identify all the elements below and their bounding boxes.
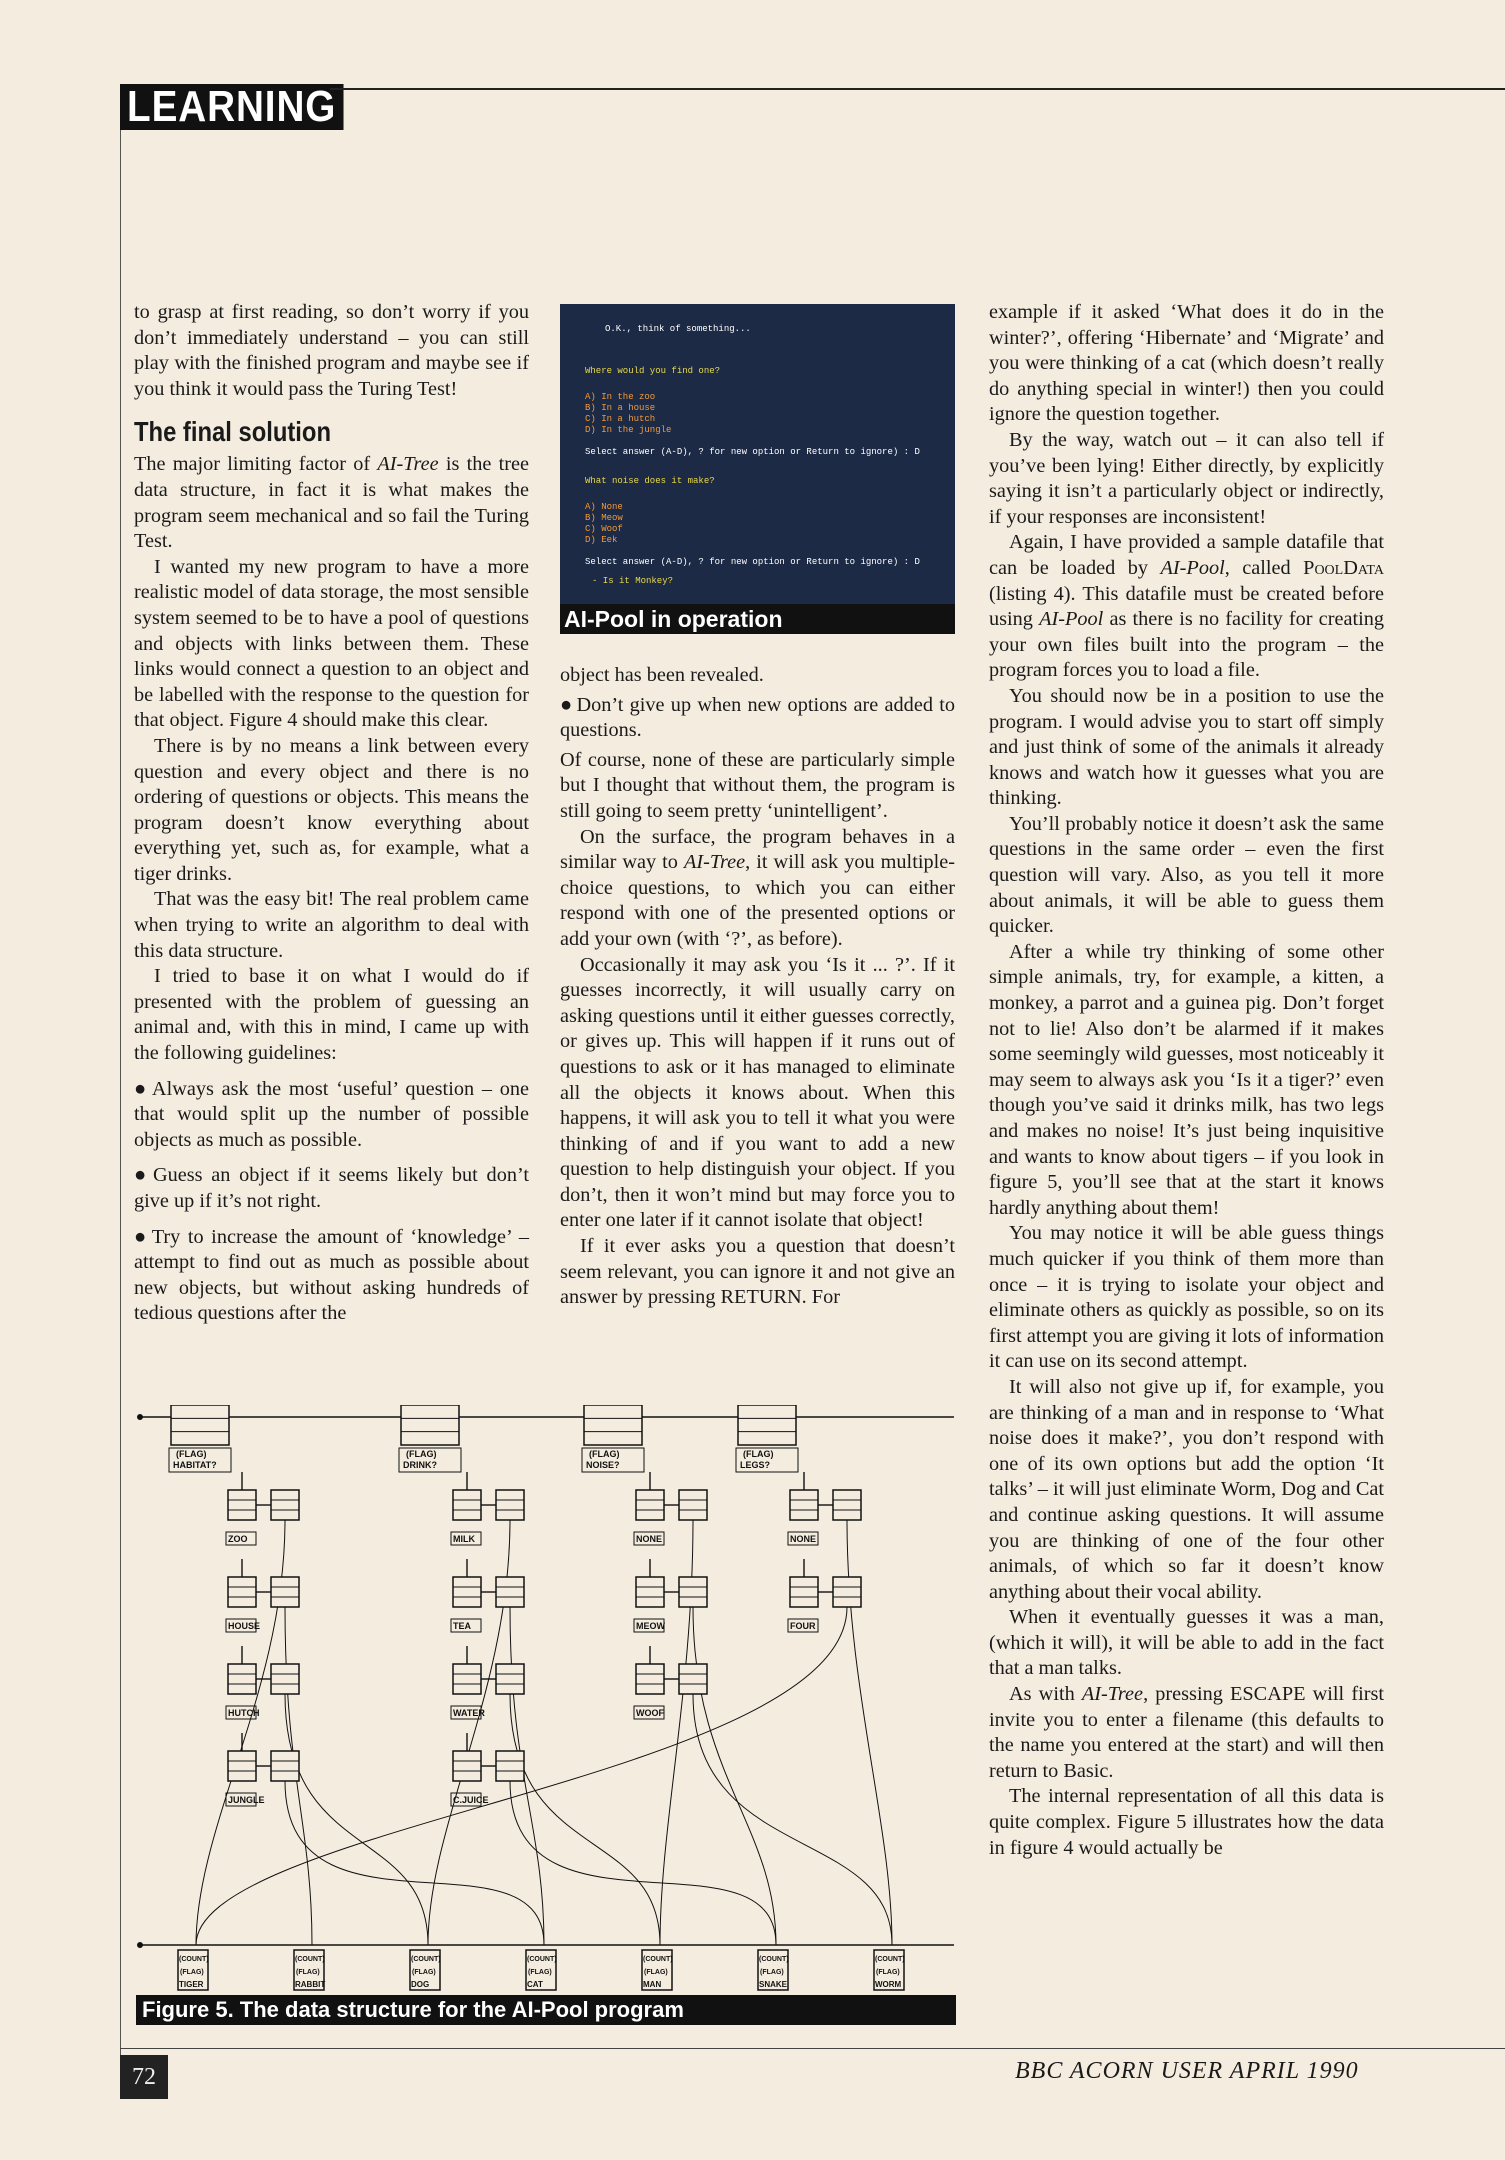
object-count-label: (COUNT) xyxy=(179,1956,209,1963)
screenshot-figure xyxy=(560,304,955,634)
object-label: CAT xyxy=(527,1980,543,1989)
link-node xyxy=(496,1577,524,1607)
object-flag-label: (FLAG) xyxy=(296,1969,320,1976)
chain-start-dot xyxy=(137,1942,143,1948)
answer-node xyxy=(453,1577,481,1607)
link-curve xyxy=(510,1694,660,1945)
column-3 xyxy=(989,300,1384,1861)
paragraph: Again, I have provided a sample datafile that can be loaded by AI-Pool, called PoolData (listing 4). This datafile must be created before using AI-Pool as there is no facility for creating your own files built into the program – the program forces you to load a file. xyxy=(989,531,1384,682)
question-flag-label: (FLAG) xyxy=(589,1449,620,1459)
question-label: LEGS? xyxy=(740,1460,771,1470)
question-node xyxy=(584,1405,642,1445)
answer-node xyxy=(228,1664,256,1694)
link-node xyxy=(271,1664,299,1694)
answer-label: TEA xyxy=(453,1621,471,1631)
paragraph: I wanted my new program to have a more realistic model of data storage, the most sensible system seemed to be to have a pool of questions and objects with links between them. These links would connect a question to an object and be labelled with the response to the question for that object. Figure 4 should make this clear. xyxy=(134,555,529,732)
object-count-label: (COUNT) xyxy=(875,1956,905,1963)
bullet-item: ● Always ask the most ‘useful’ question – one that would split up the number of possible objects as much as possible. xyxy=(134,1077,529,1154)
paragraph: There is by no means a link between every question and every object and there is no ordering of questions or objects. This means the program doesn’t know everything about everything yet, such as, for example, what a tiger drinks. xyxy=(134,734,529,885)
answer-label: ZOO xyxy=(228,1534,248,1544)
screen-option: C) In a hutch xyxy=(585,414,656,424)
link-node xyxy=(496,1490,524,1520)
object-label: WORM xyxy=(875,1980,902,1989)
paragraph: You may notice it will be able guess things much quicker if you think of them more than once – it is trying to isolate your object and eliminate others as quickly as possible, so on its first attempt you are giving it lots of information it can use on its second attempt. xyxy=(989,1222,1384,1373)
paragraph: As with AI-Tree, pressing ESCAPE will first invite you to enter a filename (this defaults to the name you entered at the start) and will then return to Basic. xyxy=(989,1683,1384,1782)
object-label: TIGER xyxy=(179,1980,204,1989)
bullet-item: ● Don’t give up when new options are added to questions. xyxy=(560,693,955,744)
screen-text: - Is it Monkey? xyxy=(592,576,674,586)
answer-label: MEOW xyxy=(636,1621,665,1631)
bullet-item: ● Try to increase the amount of ‘knowledge’ – attempt to find out as much as possible about new objects, but without asking hundreds of tedious questions after the xyxy=(134,1225,529,1327)
paragraph: example if it asked ‘What does it do in the winter?’, offering ‘Hibernate’ and ‘Migrate’ and you were thinking of a cat (which doesn’t really do anything special in winter!) then you could ignore the question together. xyxy=(989,301,1384,426)
top-rule xyxy=(330,88,1505,90)
figure-caption: Figure 5. The data structure for the AI-Pool program xyxy=(136,1995,956,2025)
question-node xyxy=(738,1405,796,1445)
paragraph: to grasp at first reading, so don’t worry if you don’t immediately understand – you can still play with the finished program and maybe see if you think it would pass the Turing Test! xyxy=(134,301,529,400)
object-count-label: (COUNT) xyxy=(295,1956,325,1963)
object-flag-label: (FLAG) xyxy=(644,1969,668,1976)
object-flag-label: (FLAG) xyxy=(876,1969,900,1976)
screen-text: What noise does it make? xyxy=(585,476,715,486)
bottom-rule xyxy=(120,2048,1505,2049)
screen-option: A) In the zoo xyxy=(585,392,656,402)
object-flag-label: (FLAG) xyxy=(528,1969,552,1976)
answer-label: WATER xyxy=(453,1708,485,1718)
paragraph: After a while try thinking of some other simple animals, try, for example, a kitten, a monkey, a parrot and a guinea pig. Don’t forget not to lie! Also don’t be alarmed if it makes some seemingly wild guesses, most noticeably it may seem to always ask you ‘Is it a tiger?’ even though you’ve said it drinks milk, has two legs and makes no noise! It’s just being inquisitive and wants to know about tigers – if you look in figure 5, you’ll see that at the start it knows hardly anything about them! xyxy=(989,940,1384,1219)
screen-option: C) Woof xyxy=(585,524,623,534)
question-label: DRINK? xyxy=(403,1460,437,1470)
column-2 xyxy=(560,663,955,1311)
answer-label: NONE xyxy=(636,1534,663,1544)
screenshot-caption: AI-Pool in operation xyxy=(560,604,955,634)
bullet-item: ● Guess an object if it seems likely but don’t give up if it’s not right. xyxy=(134,1163,529,1214)
screen-text: Where would you find one? xyxy=(585,366,721,376)
page-number: 72 xyxy=(120,2055,168,2099)
answer-node xyxy=(453,1664,481,1694)
answer-label: C.JUICE xyxy=(453,1795,489,1805)
column-1 xyxy=(134,300,529,1337)
link-node xyxy=(833,1490,861,1520)
answer-node xyxy=(636,1664,664,1694)
answer-label: HOUSE xyxy=(228,1621,261,1631)
question-label: NOISE? xyxy=(586,1460,620,1470)
object-count-label: (COUNT) xyxy=(527,1956,557,1963)
link-node xyxy=(271,1577,299,1607)
link-node xyxy=(496,1751,524,1781)
link-node xyxy=(271,1490,299,1520)
paragraph: It will also not give up if, for example, you are thinking of a man and in response to ‘What noise does it make?’, you don’t respond with one of its own options but add the option ‘It talks’ – it will just eliminate Worm, Dog and Cat and continue asking questions. It will assume you are thinking of one of the four other animals, of which so far it doesn’t know anything about their vocal ability. xyxy=(989,1375,1384,1603)
answer-node xyxy=(453,1751,481,1781)
object-count-label: (COUNT) xyxy=(411,1956,441,1963)
question-flag-label: (FLAG) xyxy=(176,1449,207,1459)
screen-option: B) Meow xyxy=(585,513,623,523)
answer-node xyxy=(228,1751,256,1781)
object-count-label: (COUNT) xyxy=(759,1956,789,1963)
object-flag-label: (FLAG) xyxy=(180,1969,204,1976)
answer-label: MILK xyxy=(453,1534,475,1544)
question-label: HABITAT? xyxy=(173,1460,217,1470)
paragraph: You should now be in a position to use the program. I would advise you to start off simply and just think of some of the animals it already knows and watch how it guesses what you are thinking. xyxy=(989,684,1384,810)
object-flag-label: (FLAG) xyxy=(412,1969,436,1976)
link-node xyxy=(679,1664,707,1694)
question-node xyxy=(171,1405,229,1445)
data-structure-diagram xyxy=(136,1405,956,2025)
question-flag-label: (FLAG) xyxy=(406,1449,437,1459)
answer-label: WOOF xyxy=(636,1708,664,1718)
object-label: DOG xyxy=(411,1980,430,1989)
answer-label: HUTCH xyxy=(228,1708,260,1718)
link-node xyxy=(679,1490,707,1520)
paragraph: object has been revealed. xyxy=(560,664,764,686)
paragraph: The internal representation of all this data is quite complex. Figure 5 illustrates how the data in figure 4 would actually be xyxy=(989,1785,1384,1859)
link-curve xyxy=(285,1694,428,1945)
paragraph: The major limiting factor of AI-Tree is the tree data structure, in fact it is what makes the program seem mechanical and so fail the Turing Test. xyxy=(134,453,529,553)
object-label: MAN xyxy=(643,1980,662,1989)
link-node xyxy=(496,1664,524,1694)
link-node xyxy=(679,1577,707,1607)
screen-option: B) In a house xyxy=(585,403,656,413)
paragraph: On the surface, the program behaves in a similar way to AI-Tree, it will ask you multiple-choice questions, to which you can either respond with one of the presented options or add your own (with ‘?’, as before). xyxy=(560,825,955,950)
answer-label: FOUR xyxy=(790,1621,816,1631)
link-node xyxy=(271,1751,299,1781)
paragraph: Occasionally it may ask you ‘Is it ... ?’. If it guesses incorrectly, it will usually carry on asking questions until it either guesses correctly, or gives up. This will happen if it runs out of questions to ask or it has managed to eliminate all the objects it knows about. When this happens, it will ask you to tell it what you were thinking of and if you want to add a new question to help distinguish your object. If you don’t, then it won’t mind but may force you to enter one later if it cannot isolate that object! xyxy=(560,953,955,1232)
screen-option: D) In the jungle xyxy=(585,425,672,435)
publication-footer: BBC ACORN USER APRIL 1990 xyxy=(1015,2058,1359,2084)
screen-option: D) Eek xyxy=(585,535,618,545)
object-label: SNAKE xyxy=(759,1980,788,1989)
link-curve xyxy=(693,1694,892,1945)
section-heading: LEARNING xyxy=(120,84,343,130)
link-curve xyxy=(510,1781,776,1945)
screen-text: Select answer (A-D), ? for new option or Return to ignore) : D xyxy=(585,557,920,567)
paragraph: By the way, watch out – it can also tell if you’ve been lying! Either directly, by explicitly saying it isn’t a particularly object or indirectly, if your responses are inconsistent! xyxy=(989,428,1384,528)
object-count-label: (COUNT) xyxy=(643,1956,673,1963)
paragraph: You’ll probably notice it doesn’t ask the same questions in the same order – even the first question will vary. Also, as you tell it more about animals, it will be able to guess them quicker. xyxy=(989,812,1384,938)
answer-node xyxy=(228,1577,256,1607)
answer-node xyxy=(790,1490,818,1520)
paragraph: If it ever asks you a question that doesn’t seem relevant, you can ignore it and not give an answer by pressing RETURN. For xyxy=(560,1235,955,1309)
question-flag-label: (FLAG) xyxy=(743,1449,774,1459)
chain-start-dot xyxy=(137,1414,143,1420)
answer-label: NONE xyxy=(790,1534,817,1544)
object-label: RABBIT xyxy=(295,1980,326,1989)
question-node xyxy=(401,1405,459,1445)
answer-node xyxy=(790,1577,818,1607)
answer-label: JUNGLE xyxy=(228,1795,265,1805)
subheading: The final solution xyxy=(134,416,332,448)
link-curve xyxy=(285,1781,544,1945)
paragraph: I tried to base it on what I would do if presented with the problem of guessing an animal and, with this in mind, I came up with the following guidelines: xyxy=(134,965,529,1065)
paragraph: When it eventually guesses it was a man, (which it will), it will be able to add in the fact that a man talks. xyxy=(989,1606,1384,1680)
screen-option: A) None xyxy=(585,502,623,512)
link-curve xyxy=(693,1607,776,1945)
answer-node xyxy=(453,1490,481,1520)
screen-text: O.K., think of something... xyxy=(605,324,751,334)
object-flag-label: (FLAG) xyxy=(760,1969,784,1976)
paragraph: That was the easy bit! The real problem came when trying to write an algorithm to deal with this data structure. xyxy=(134,888,529,962)
left-rule xyxy=(120,130,121,2060)
screen-text: Select answer (A-D), ? for new option or Return to ignore) : D xyxy=(585,447,920,457)
answer-node xyxy=(636,1490,664,1520)
paragraph: Of course, none of these are particularly simple but I thought that without them, the program is still going to seem pretty ‘unintelligent’. xyxy=(560,748,955,822)
answer-node xyxy=(228,1490,256,1520)
link-node xyxy=(833,1577,861,1607)
answer-node xyxy=(636,1577,664,1607)
